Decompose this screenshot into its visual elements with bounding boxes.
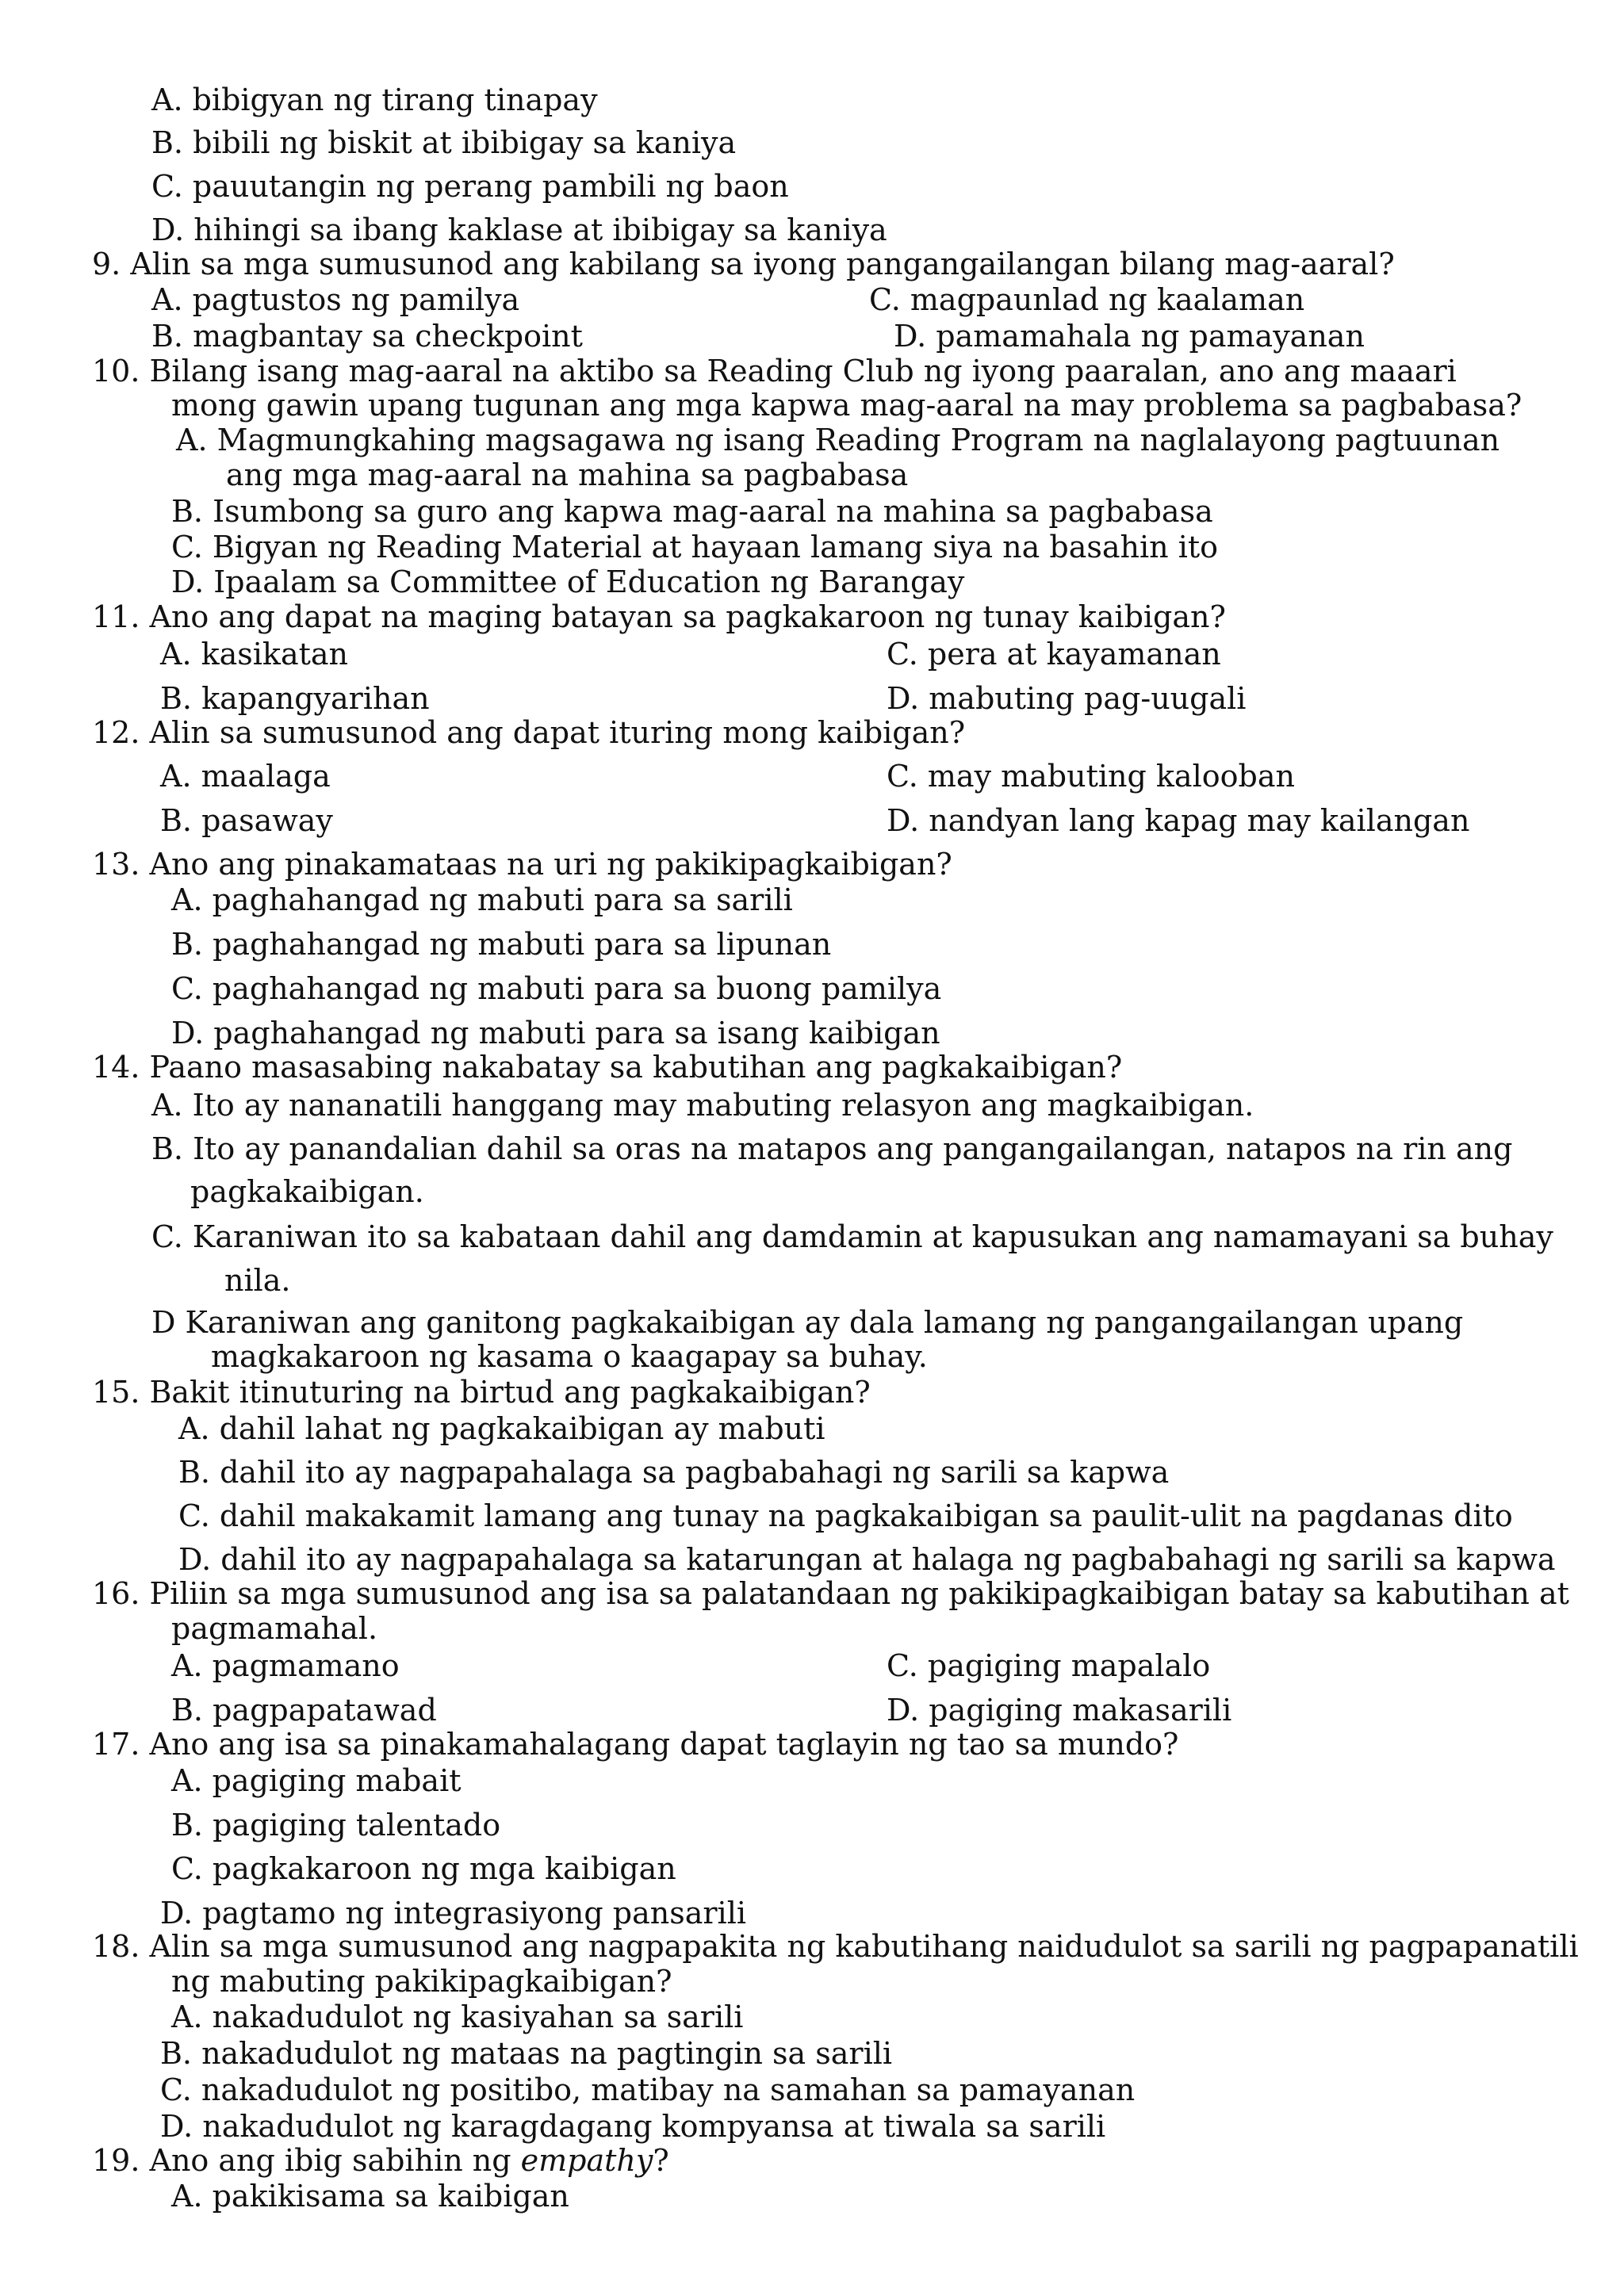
q14-choice-b-line1: B. Ito ay panandalian dahil sa oras na matapos ang pangangailangan, natapos na rin ang — [151, 1131, 1513, 1166]
q12-question: 12. Alin sa sumusunod ang dapat ituring mong kaibigan? — [92, 715, 966, 750]
q12-choice-a: A. maalaga — [160, 759, 331, 794]
q19-question — [92, 2143, 669, 2178]
q8-choice-c: C. pauutangin ng perang pambili ng baon — [151, 169, 789, 204]
q10-question-line2: mong gawin upang tugunan ang mga kapwa mag-aaral na may problema sa pagbabasa? — [171, 388, 1522, 423]
q16-choice-a: A. pagmamano — [171, 1648, 400, 1683]
q14-choice-d-line2: magkakaroon ng kasama o kaagapay sa buhay. — [211, 1339, 928, 1374]
q9-choice-c: C. magpaunlad ng kaalaman — [869, 282, 1305, 317]
q16-choice-b: B. pagpapatawad — [171, 1693, 437, 1728]
q19-question-suffix: ? — [653, 2143, 669, 2178]
q19-question-prefix: 19. Ano ang ibig sabihin ng — [92, 2143, 521, 2178]
q17-choice-b: B. pagiging talentado — [171, 1808, 501, 1843]
q9-choice-a: A. pagtustos ng pamilya — [151, 282, 520, 317]
q10-choice-a-line1: A. Magmungkahing magsagawa ng isang Reading Program na naglalayong pagtuunan — [176, 423, 1500, 457]
q8-choice-b: B. bibili ng biskit at ibibigay sa kaniya — [151, 125, 737, 160]
q9-choice-b: B. magbantay sa checkpoint — [151, 319, 583, 354]
q19-choice-a: A. pakikisama sa kaibigan — [171, 2179, 569, 2214]
q18-choice-d: D. nakadudulot ng karagdagang kompyansa at tiwala sa sarili — [160, 2109, 1106, 2144]
q15-choice-a: A. dahil lahat ng pagkakaibigan ay mabuti — [178, 1411, 825, 1446]
q13-choice-a: A. paghahangad ng mabuti para sa sarili — [171, 882, 793, 917]
q10-question-line1: 10. Bilang isang mag-aaral na aktibo sa Reading Club ng iyong paaralan, ano ang maaari — [92, 354, 1457, 388]
q13-choice-c: C. paghahangad ng mabuti para sa buong pamilya — [171, 971, 942, 1006]
q11-choice-d: D. mabuting pag-uugali — [887, 681, 1247, 716]
q14-question: 14. Paano masasabing nakabatay sa kabutihan ang pagkakaibigan? — [92, 1050, 1123, 1085]
q10-choice-b: B. Isumbong sa guro ang kapwa mag-aaral na mahina sa pagbabasa — [171, 494, 1213, 529]
q11-choice-b: B. kapangyarihan — [160, 681, 430, 716]
q13-choice-d: D. paghahangad ng mabuti para sa isang kaibigan — [171, 1016, 940, 1050]
q14-choice-b-line2: pagkakaibigan. — [190, 1174, 424, 1209]
q19-question-term: empathy — [520, 2143, 653, 2178]
q13-question: 13. Ano ang pinakamataas na uri ng pakikipagkaibigan? — [92, 847, 952, 882]
q16-choice-d: D. pagiging makasarili — [887, 1693, 1232, 1728]
q18-question-line1: 18. Alin sa mga sumusunod ang nagpapakita ng kabutihang naidudulot sa sarili ng pagpapanatili — [92, 1929, 1579, 1964]
q12-choice-b: B. pasaway — [160, 803, 333, 838]
q13-choice-b: B. paghahangad ng mabuti para sa lipunan — [171, 927, 832, 962]
q17-question: 17. Ano ang isa sa pinakamahalagang dapat taglayin ng tao sa mundo? — [92, 1727, 1179, 1762]
q8-choice-d: D. hihingi sa ibang kaklase at ibibigay sa kaniya — [151, 212, 887, 247]
q18-choice-a: A. nakadudulot ng kasiyahan sa sarili — [171, 1999, 744, 2034]
q9-choice-d: D. pamamahala ng pamayanan — [894, 319, 1365, 354]
q15-question: 15. Bakit itinuturing na birtud ang pagkakaibigan? — [92, 1375, 871, 1410]
q8-choice-a: A. bibigyan ng tirang tinapay — [151, 82, 598, 117]
q10-choice-a-line2: ang mga mag-aaral na mahina sa pagbabasa — [226, 457, 909, 492]
q18-choice-c: C. nakadudulot ng positibo, matibay na samahan sa pamayanan — [160, 2072, 1136, 2107]
q14-choice-a: A. Ito ay nananatili hanggang may mabuting relasyon ang magkaibigan. — [151, 1088, 1254, 1123]
q11-choice-a: A. kasikatan — [160, 637, 349, 672]
q12-choice-d: D. nandyan lang kapag may kailangan — [887, 803, 1470, 838]
q11-choice-c: C. pera at kayamanan — [887, 637, 1221, 672]
q14-choice-c-line1: C. Karaniwan ito sa kabataan dahil ang damdamin at kapusukan ang namamayani sa buhay — [151, 1219, 1553, 1254]
q10-choice-d: D. Ipaalam sa Committee of Education ng Barangay — [171, 564, 965, 599]
q15-choice-d: D. dahil ito ay nagpapahalaga sa katarungan at halaga ng pagbabahagi ng sarili sa kapwa — [178, 1542, 1556, 1577]
q17-choice-d: D. pagtamo ng integrasiyong pansarili — [160, 1896, 747, 1931]
q17-choice-c: C. pagkakaroon ng mga kaibigan — [171, 1851, 676, 1886]
q16-question-line2: pagmamahal. — [171, 1611, 378, 1646]
q14-choice-d-line1: D Karaniwan ang ganitong pagkakaibigan ay dala lamang ng pangangailangan upang — [151, 1305, 1464, 1340]
q14-choice-c-line2: nila. — [224, 1263, 291, 1298]
q12-choice-c: C. may mabuting kalooban — [887, 759, 1295, 794]
q15-choice-b: B. dahil ito ay nagpapahalaga sa pagbabahagi ng sarili sa kapwa — [178, 1455, 1170, 1490]
q15-choice-c: C. dahil makakamit lamang ang tunay na pagkakaibigan sa paulit-ulit na pagdanas dito — [178, 1498, 1513, 1533]
q17-choice-a: A. pagiging mabait — [171, 1763, 462, 1798]
q10-choice-c: C. Bigyan ng Reading Material at hayaan lamang siya na basahin ito — [171, 530, 1218, 564]
q9-question: 9. Alin sa mga sumusunod ang kabilang sa iyong pangangailangan bilang mag-aaral? — [92, 247, 1395, 281]
q11-question: 11. Ano ang dapat na maging batayan sa pagkakaroon ng tunay kaibigan? — [92, 599, 1226, 634]
q18-question-line2: ng mabuting pakikipagkaibigan? — [171, 1964, 672, 1999]
q18-choice-b: B. nakadudulot ng mataas na pagtingin sa sarili — [160, 2036, 893, 2071]
q16-choice-c: C. pagiging mapalalo — [887, 1648, 1211, 1683]
q16-question-line1: 16. Piliin sa mga sumusunod ang isa sa palatandaan ng pakikipagkaibigan batay sa kabutihan at — [92, 1576, 1569, 1611]
